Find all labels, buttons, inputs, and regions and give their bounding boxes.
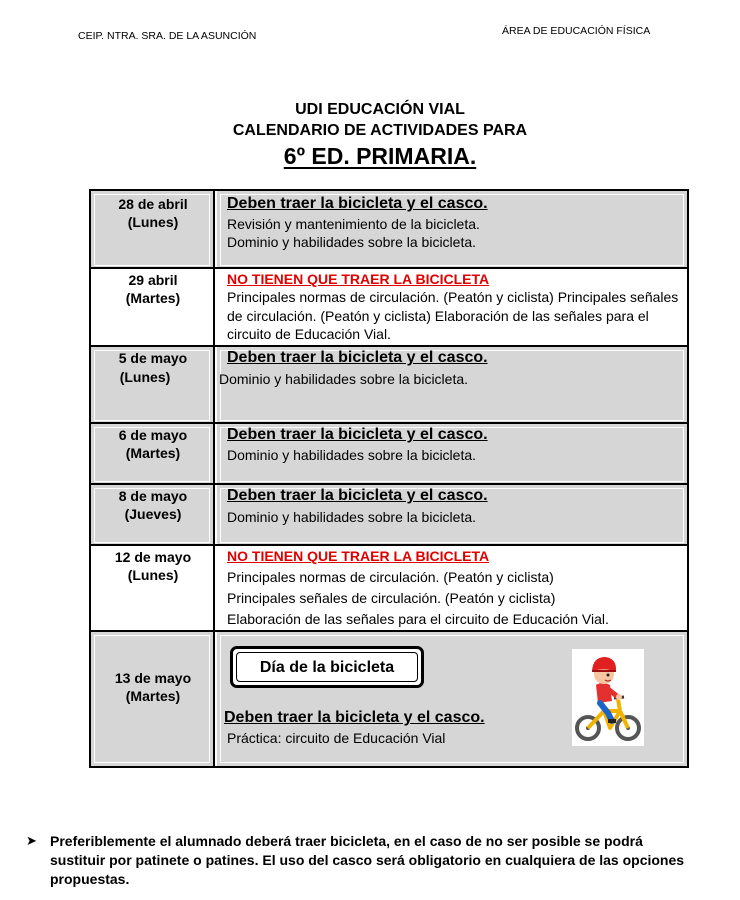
row-heading: Deben traer la bicicleta y el casco. (227, 487, 488, 504)
row-day: (Lunes) (127, 214, 179, 230)
row-line: Principales normas de circulación. (Peatón y ciclista) (227, 569, 554, 585)
row-heading: Deben traer la bicicleta y el casco. (227, 195, 488, 212)
row-line: Revisión y mantenimiento de la bicicleta. (227, 216, 480, 232)
row-date: 29 abril (128, 272, 178, 288)
row-line: Dominio y habilidades sobre la bicicleta. (227, 509, 477, 525)
calendar-row-2 (91, 269, 687, 347)
row-date: 6 de mayo (118, 427, 188, 443)
row-date: 8 de mayo (118, 488, 188, 504)
area-name: ÁREA DE EDUCACIÓN FÍSICA (502, 25, 651, 37)
arrow-bullet-icon: ➤ (26, 833, 37, 848)
calendar-row-3 (91, 347, 687, 424)
row-heading: Deben traer la bicicleta y el casco. (227, 349, 488, 366)
title-line-2: CALENDARIO DE ACTIVIDADES PARA (232, 122, 528, 139)
row-line: Dominio y habilidades sobre la bicicleta. (219, 371, 469, 387)
row-day: (Martes) (125, 688, 181, 704)
calendar-row-6 (91, 546, 687, 632)
row-day: (Martes) (125, 445, 181, 461)
row-line: Dominio y habilidades sobre la bicicleta. (227, 447, 477, 463)
row-date: 13 de mayo (114, 670, 192, 686)
row-line: Dominio y habilidades sobre la bicicleta. (227, 234, 477, 250)
child-on-bicycle-icon (572, 649, 644, 746)
row-line: Principales señales de circulación. (Peatón y ciclista) (227, 590, 556, 606)
row-day: (Lunes) (127, 567, 179, 583)
row-day: (Lunes) (119, 369, 171, 385)
row-day: (Jueves) (124, 506, 182, 522)
school-name: CEIP. NTRA. SRA. DE LA ASUNCIÓN (78, 30, 257, 42)
bike-day-label: Día de la bicicleta (236, 652, 418, 682)
title-line-3: 6º ED. PRIMARIA. (283, 143, 477, 169)
row-line: Elaboración de las señales para el circuito de Educación Vial. (227, 611, 609, 627)
row-date: 12 de mayo (114, 549, 192, 565)
row-line: Práctica: circuito de Educación Vial (227, 730, 446, 746)
calendar-row-1 (91, 191, 687, 269)
bike-day-badge (230, 646, 424, 688)
row-date: 28 de abril (118, 196, 188, 212)
title-line-1: UDI EDUCACIÓN VIAL (295, 101, 465, 118)
row-heading: Deben traer la bicicleta y el casco. (224, 709, 485, 726)
row-text: Principales normas de circulación. (Peatón y ciclista) Principales señales de circulación. (Peatón y ciclista) Elaboración de las señales para el circuito de Educación Vial. (227, 289, 679, 342)
footnote: Preferiblemente el alumnado deberá traer bicicleta, en el caso de no ser posible se podrá sustituir por patinete o patines. El uso del casco será obligatorio en cualquiera de las opciones propuestas. (50, 833, 685, 887)
row-warning: NO TIENEN QUE TRAER LA BICICLETA (227, 271, 490, 287)
calendar-row-5 (91, 485, 687, 546)
row-date: 5 de mayo (118, 350, 188, 366)
calendar-row-4 (91, 424, 687, 485)
row-heading: Deben traer la bicicleta y el casco. (227, 426, 488, 443)
row-warning: NO TIENEN QUE TRAER LA BICICLETA (227, 548, 490, 564)
row-day: (Martes) (125, 290, 181, 306)
